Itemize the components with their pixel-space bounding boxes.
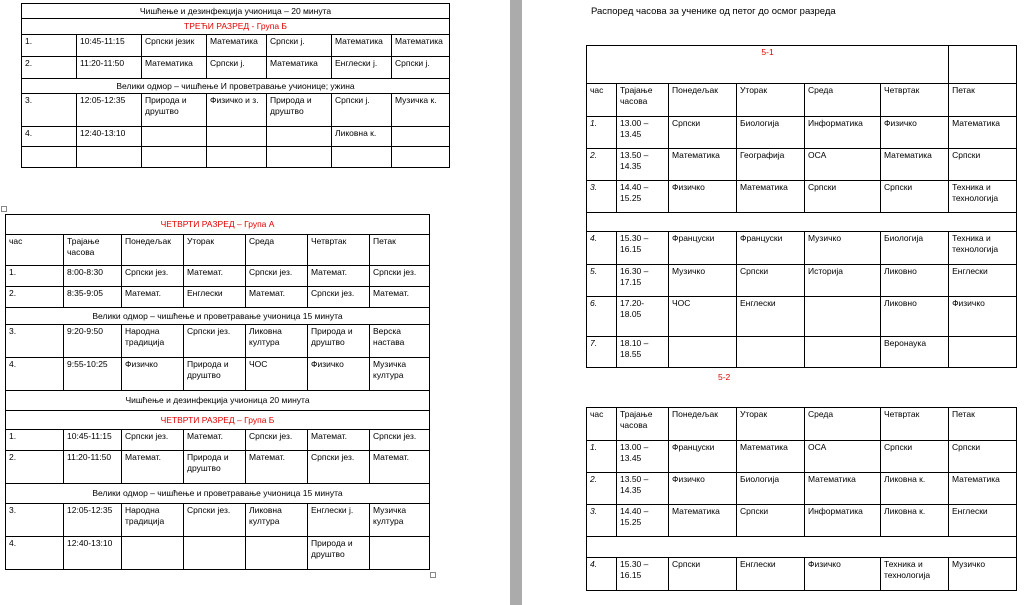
subject-cell: Српски јез. [122, 266, 184, 287]
subject-cell: Ликовна к. [332, 127, 392, 147]
table-row [6, 266, 430, 287]
table-row [587, 213, 1017, 232]
subject-cell: Српски [669, 558, 737, 591]
period-number-cell: 7. [587, 337, 617, 368]
subject-cell: Математика [949, 473, 1017, 505]
schedule-table-grade3-group-b [21, 3, 450, 168]
period-number-cell: 2. [587, 149, 617, 181]
subject-cell: Енглески [737, 558, 805, 591]
table-row [22, 94, 450, 127]
subject-cell [392, 147, 450, 168]
subject-cell: Уторак [184, 235, 246, 266]
subject-cell: Географија [737, 149, 805, 181]
subject-cell: Ликовна к. [881, 505, 949, 537]
subject-cell: Природа и друштво [142, 94, 207, 127]
period-number-cell [22, 147, 77, 168]
table-row [587, 537, 1017, 558]
subject-cell [805, 297, 881, 337]
subject-cell: Среда [805, 408, 881, 441]
time-cell: 18.10 – 18.55 [617, 337, 669, 368]
period-number-cell: 3. [22, 94, 77, 127]
document-page-right [522, 0, 1024, 605]
subject-cell: Математика [805, 473, 881, 505]
time-cell: 13.50 – 14.35 [617, 149, 669, 181]
subject-cell: Музичка култура [370, 504, 430, 537]
table-row [22, 4, 450, 19]
subject-cell [122, 537, 184, 570]
time-cell: 10:45-11:15 [64, 430, 122, 451]
subject-cell: Енглески [949, 265, 1017, 297]
break-row-label [587, 537, 1017, 558]
subject-cell: Математ. [308, 430, 370, 451]
schedule-table-class-5-1 [586, 45, 1017, 368]
subject-cell [184, 537, 246, 570]
table-row [6, 537, 430, 570]
period-number-cell: час [587, 84, 617, 117]
subject-cell: Четвртак [881, 84, 949, 117]
table-row [6, 308, 430, 325]
table-row [6, 325, 430, 358]
subject-cell: Српски [669, 117, 737, 149]
time-cell: 15.30 – 16.15 [617, 558, 669, 591]
period-number-cell: 3. [587, 505, 617, 537]
subject-cell: Српски [805, 181, 881, 213]
table-row [587, 505, 1017, 537]
subject-cell: Музичко [805, 232, 881, 265]
time-cell: 12:40-13:10 [64, 537, 122, 570]
table-row [587, 337, 1017, 368]
subject-cell: Математика [949, 117, 1017, 149]
subject-cell: Математика [669, 505, 737, 537]
table-row [587, 117, 1017, 149]
subject-cell: Српски јез. [122, 430, 184, 451]
table-row [22, 79, 450, 94]
subject-cell: Српски јез. [184, 504, 246, 537]
subject-cell: Биологија [737, 473, 805, 505]
subject-cell: Математ. [370, 451, 430, 484]
subject-cell: Српски језик [142, 35, 207, 57]
table-row [22, 147, 450, 168]
subject-cell: Физичко [308, 358, 370, 391]
subject-cell: Српски [881, 441, 949, 473]
subject-cell: Ликовна култура [246, 325, 308, 358]
subject-cell: Српски [881, 181, 949, 213]
subject-cell: Историја [805, 265, 881, 297]
table-row [587, 46, 1017, 84]
break-row-label: Велики одмор – чишћење и проветравање учионица 15 минута [6, 308, 430, 325]
subject-cell: Верска настава [370, 325, 430, 358]
class-label-5-1: 5-1 [587, 46, 949, 84]
subject-cell: Музичко [949, 558, 1017, 591]
table-row [587, 181, 1017, 213]
subject-cell: Српски [737, 505, 805, 537]
period-number-cell: 1. [6, 430, 64, 451]
subject-cell [669, 337, 737, 368]
time-cell: 8:35-9:05 [64, 287, 122, 308]
subject-cell: ОСА [805, 441, 881, 473]
time-cell: 14.40 – 15.25 [617, 505, 669, 537]
subject-cell: Математика [737, 181, 805, 213]
subject-cell [332, 147, 392, 168]
subject-cell: Музичко [669, 265, 737, 297]
table-row [6, 451, 430, 484]
subject-cell: Енглески [184, 287, 246, 308]
subject-cell: Српски јез. [246, 430, 308, 451]
table-row [22, 57, 450, 79]
time-cell: 17.20- 18.05 [617, 297, 669, 337]
break-row-label [587, 213, 1017, 232]
subject-cell: Информатика [805, 505, 881, 537]
subject-cell: Математика [332, 35, 392, 57]
subject-cell: Техника и технологија [949, 181, 1017, 213]
subject-cell [737, 337, 805, 368]
subject-cell: Ликовно [881, 265, 949, 297]
time-cell: 14.40 – 15.25 [617, 181, 669, 213]
table-row [587, 265, 1017, 297]
subject-cell: Физичко [949, 297, 1017, 337]
time-cell: 11:20-11:50 [77, 57, 142, 79]
table-row [6, 215, 430, 235]
subject-cell: Математ. [370, 287, 430, 308]
time-cell: 9:20-9:50 [64, 325, 122, 358]
table-row [22, 35, 450, 57]
subject-cell: Физичко [669, 181, 737, 213]
time-cell: 9:55-10:25 [64, 358, 122, 391]
subject-cell: Музичка култура [370, 358, 430, 391]
subject-cell: Математика [737, 441, 805, 473]
subject-cell: Музичка к. [392, 94, 450, 127]
subject-cell: Уторак [737, 84, 805, 117]
time-cell: Трајање часова [617, 408, 669, 441]
time-cell: 11:20-11:50 [64, 451, 122, 484]
subject-cell: Информатика [805, 117, 881, 149]
break-row-label: Чишћење и дезинфекција учионица – 20 минута [22, 4, 450, 19]
period-number-cell: 4. [587, 558, 617, 591]
table-row [6, 484, 430, 504]
subject-cell: Природа и друштво [308, 537, 370, 570]
table-row [587, 232, 1017, 265]
time-cell: 12:05-12:35 [64, 504, 122, 537]
table-row [587, 558, 1017, 591]
table-row [6, 504, 430, 537]
subject-cell [267, 127, 332, 147]
period-number-cell: 4. [22, 127, 77, 147]
time-cell: 15.30 – 16.15 [617, 232, 669, 265]
subject-cell [207, 147, 267, 168]
subject-cell: Српски [737, 265, 805, 297]
subject-cell: ЧОС [246, 358, 308, 391]
subject-cell: Среда [246, 235, 308, 266]
subject-cell: Српски јез. [308, 451, 370, 484]
time-cell: Трајање часова [617, 84, 669, 117]
subject-cell: Математика [392, 35, 450, 57]
subject-cell: Српски ј. [267, 35, 332, 57]
subject-cell: Физичко [881, 117, 949, 149]
time-cell [77, 147, 142, 168]
subject-cell: Српски јез. [184, 325, 246, 358]
subject-cell: Математика [207, 35, 267, 57]
subject-cell: Енглески ј. [332, 57, 392, 79]
subject-cell: Српски јез. [370, 266, 430, 287]
subject-cell [207, 127, 267, 147]
subject-cell: Природа и друштво [184, 451, 246, 484]
time-cell: 12:05-12:35 [77, 94, 142, 127]
table-cell [949, 46, 1017, 84]
time-cell: 13.00 – 13.45 [617, 117, 669, 149]
subject-cell: Математика [267, 57, 332, 79]
subject-cell: Четвртак [881, 408, 949, 441]
subject-cell [142, 127, 207, 147]
subject-cell: Српски [949, 441, 1017, 473]
time-cell: 10:45-11:15 [77, 35, 142, 57]
subject-cell: Француски [669, 441, 737, 473]
table-row [587, 408, 1017, 441]
subject-cell: Српски [949, 149, 1017, 181]
subject-cell: Биологија [737, 117, 805, 149]
period-number-cell: 2. [6, 451, 64, 484]
table-row [6, 391, 430, 411]
subject-cell: Енглески [949, 505, 1017, 537]
subject-cell: Математ. [122, 451, 184, 484]
subject-cell: Понедељак [669, 408, 737, 441]
subject-cell: Српски јез. [370, 430, 430, 451]
time-cell: 13.00 – 13.45 [617, 441, 669, 473]
section-heading: ЧЕТВРТИ РАЗРЕД – Група А [6, 215, 430, 235]
subject-cell: Природа и друштво [267, 94, 332, 127]
subject-cell: Француски [669, 232, 737, 265]
table-row [587, 441, 1017, 473]
table-row [587, 84, 1017, 117]
time-cell: 13.50 – 14.35 [617, 473, 669, 505]
subject-cell: Енглески ј. [308, 504, 370, 537]
subject-cell: Физичко [122, 358, 184, 391]
subject-cell: Математика [881, 149, 949, 181]
time-cell: 12:40-13:10 [77, 127, 142, 147]
table-row [587, 473, 1017, 505]
subject-cell: ЧОС [669, 297, 737, 337]
period-number-cell: 2. [22, 57, 77, 79]
table-row [6, 430, 430, 451]
table-row [587, 149, 1017, 181]
subject-cell [392, 127, 450, 147]
subject-cell: Српски јез. [246, 266, 308, 287]
subject-cell: Петак [370, 235, 430, 266]
subject-cell: Четвртак [308, 235, 370, 266]
table-row [6, 358, 430, 391]
period-number-cell: час [587, 408, 617, 441]
period-number-cell: час [6, 235, 64, 266]
subject-cell: Математ. [246, 287, 308, 308]
subject-cell: Математ. [246, 451, 308, 484]
period-number-cell: 1. [6, 266, 64, 287]
period-number-cell: 3. [587, 181, 617, 213]
period-number-cell: 2. [587, 473, 617, 505]
subject-cell: Физичко [669, 473, 737, 505]
subject-cell: Народна традиција [122, 504, 184, 537]
section-heading: ТРЕЋИ РАЗРЕД - Група Б [22, 19, 450, 35]
subject-cell: Енглески [737, 297, 805, 337]
period-number-cell: 4. [587, 232, 617, 265]
subject-cell: Математ. [122, 287, 184, 308]
period-number-cell: 1. [587, 117, 617, 149]
period-number-cell: 5. [587, 265, 617, 297]
subject-cell: Ликовна к. [881, 473, 949, 505]
subject-cell: Техника и технологија [949, 232, 1017, 265]
subject-cell: Природа и друштво [308, 325, 370, 358]
subject-cell: Физичко и з. [207, 94, 267, 127]
period-number-cell: 1. [587, 441, 617, 473]
table-resize-handle[interactable] [1, 206, 7, 212]
table-row [587, 297, 1017, 337]
document-title: Распоред часова за ученике од петог до осмог разреда [591, 6, 836, 17]
subject-cell: Уторак [737, 408, 805, 441]
subject-cell: Српски јез. [308, 287, 370, 308]
period-number-cell: 4. [6, 358, 64, 391]
subject-cell: Српски ј. [207, 57, 267, 79]
subject-cell: Математ. [184, 266, 246, 287]
subject-cell: ОСА [805, 149, 881, 181]
subject-cell: Понедељак [669, 84, 737, 117]
period-number-cell: 6. [587, 297, 617, 337]
period-number-cell: 3. [6, 504, 64, 537]
subject-cell: Математика [142, 57, 207, 79]
subject-cell [142, 147, 207, 168]
table-row [6, 411, 430, 430]
subject-cell: Народна традиција [122, 325, 184, 358]
subject-cell: Техника и технологија [881, 558, 949, 591]
subject-cell: Математ. [308, 266, 370, 287]
table-resize-handle[interactable] [430, 572, 436, 578]
subject-cell: Ликовна култура [246, 504, 308, 537]
period-number-cell: 2. [6, 287, 64, 308]
subject-cell [949, 337, 1017, 368]
subject-cell: Петак [949, 408, 1017, 441]
subject-cell: Математика [669, 149, 737, 181]
subject-cell: Веронаука [881, 337, 949, 368]
section-heading: ЧЕТВРТИ РАЗРЕД – Група Б [6, 411, 430, 430]
schedule-table-class-5-2 [586, 407, 1017, 591]
subject-cell: Математ. [184, 430, 246, 451]
period-number-cell: 3. [6, 325, 64, 358]
break-row-label: Велики одмор – чишћење и проветравање учионица 15 минута [6, 484, 430, 504]
table-row [22, 127, 450, 147]
class-label-5-2: 5-2 [718, 372, 731, 382]
subject-cell: Природа и друштво [184, 358, 246, 391]
time-cell: Трајање часова [64, 235, 122, 266]
subject-cell: Биологија [881, 232, 949, 265]
break-row-label: Велики одмор – чишћење И проветравање учионице; ужина [22, 79, 450, 94]
subject-cell: Српски ј. [332, 94, 392, 127]
table-row [6, 235, 430, 266]
document-page-left [0, 0, 510, 605]
subject-cell: Ликовно [881, 297, 949, 337]
subject-cell [370, 537, 430, 570]
subject-cell [805, 337, 881, 368]
subject-cell: Српски ј. [392, 57, 450, 79]
subject-cell [267, 147, 332, 168]
time-cell: 8:00-8:30 [64, 266, 122, 287]
period-number-cell: 1. [22, 35, 77, 57]
table-row [6, 287, 430, 308]
subject-cell: Физичко [805, 558, 881, 591]
subject-cell: Понедељак [122, 235, 184, 266]
period-number-cell: 4. [6, 537, 64, 570]
subject-cell: Француски [737, 232, 805, 265]
break-row-label: Чишћење и дезинфекција учионица 20 минута [6, 391, 430, 411]
subject-cell [246, 537, 308, 570]
schedule-table-grade4 [5, 214, 430, 570]
table-row [22, 19, 450, 35]
subject-cell: Петак [949, 84, 1017, 117]
time-cell: 16.30 – 17.15 [617, 265, 669, 297]
subject-cell: Среда [805, 84, 881, 117]
